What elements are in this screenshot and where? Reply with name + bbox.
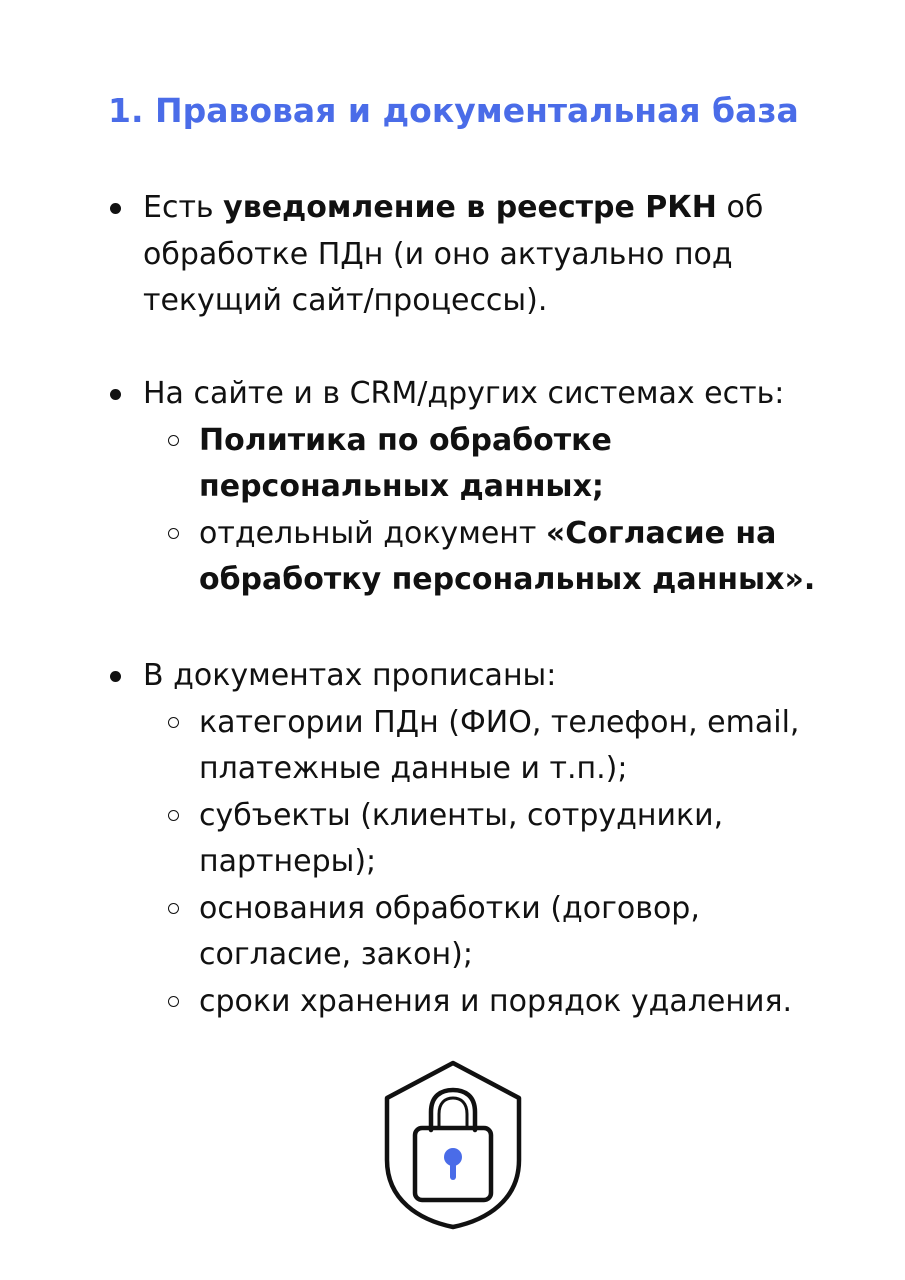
list-item [110,185,850,325]
sub-item-text: сроки хранения и порядок удаления. [199,983,793,1019]
shield-lock-icon [383,1060,523,1230]
sub-item-text: основания обработки (договор, согласие, закон); [199,890,700,972]
circle-bullet [168,435,179,446]
bullet-dot [110,671,121,682]
sub-item-text: категории ПДн (ФИО, телефон, email, платежные данные и т.п.); [199,704,800,786]
sub-item-text-bold: Политика по обработке персональных данных; [199,422,612,504]
sub-item-text-prefix: отдельный документ [199,515,546,551]
item-text: На сайте и в CRM/других системах есть: [143,376,785,411]
sub-list-item [110,418,850,511]
sub-list-item [110,886,850,979]
sub-list-item [110,700,850,793]
bullet-block-contents [110,653,850,1025]
bullet-block-documents [110,371,850,604]
sub-list-item [110,793,850,886]
shield-outline [387,1063,519,1227]
bullet-dot [110,389,121,400]
section-heading: 1. Правовая и документальная база [108,91,799,130]
circle-bullet [168,996,179,1007]
sub-list-item [110,511,850,604]
sub-item-text: субъекты (клиенты, сотрудники, партнеры); [199,797,724,879]
bullet-block-notification [110,185,850,325]
list-item [110,653,850,700]
circle-bullet [168,717,179,728]
item-text-suffix: об обработке ПДн (и оно актуально под текущий сайт/процессы). [143,190,764,318]
keyhole-stem [450,1160,456,1180]
list-item [110,371,850,418]
circle-bullet [168,903,179,914]
item-text-prefix: Есть [143,190,224,225]
circle-bullet [168,810,179,821]
bullet-dot [110,203,121,214]
sub-item-text-bold: «Согласие на обработку персональных данных». [199,515,816,597]
item-text: В документах прописаны: [143,658,557,693]
sub-list-item [110,979,850,1026]
circle-bullet [168,528,179,539]
item-text-bold: уведомление в реестре РКН [223,190,717,225]
lock-shackle-inner [439,1098,467,1128]
